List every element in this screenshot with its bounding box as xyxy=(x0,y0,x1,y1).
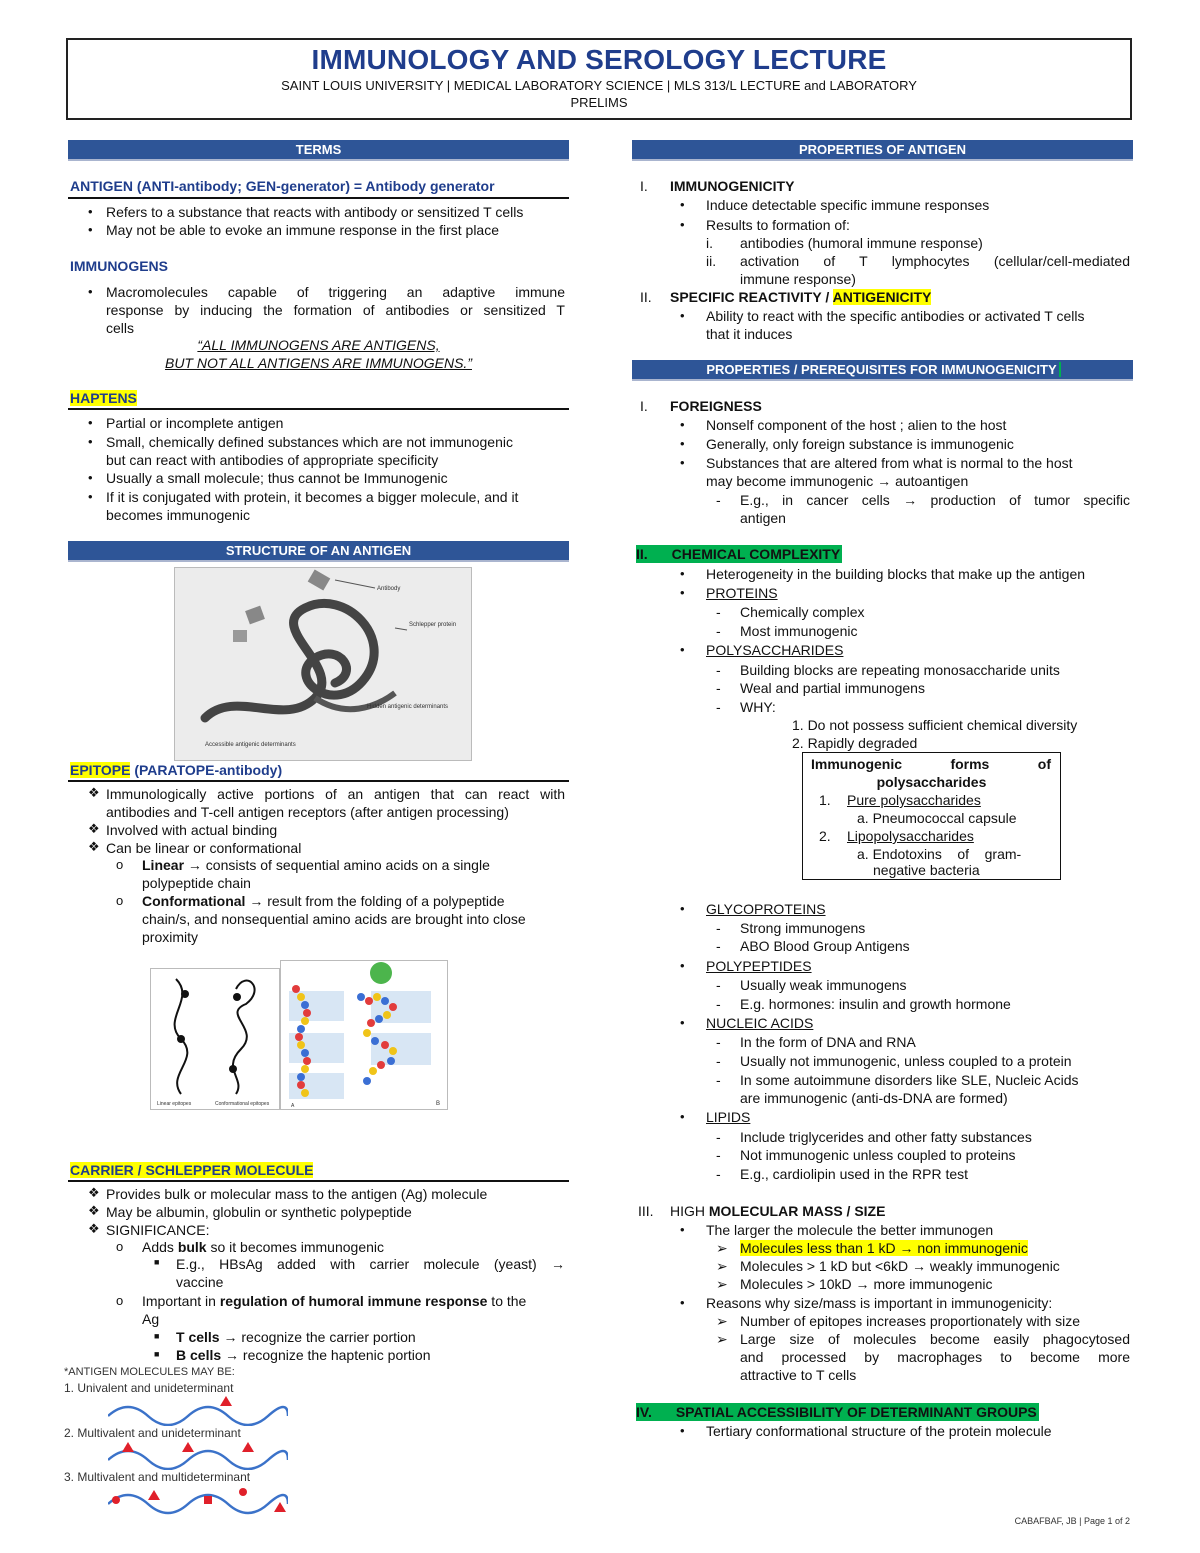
arrow-icon: ➢ xyxy=(716,1258,728,1274)
roman-num: IV. xyxy=(636,1404,652,1420)
box-item: a. Pneumococcal capsule xyxy=(857,810,1017,826)
conformational-text: → result from the folding of a polypeptide xyxy=(245,893,505,909)
document-title: IMMUNOLOGY AND SEROLOGY LECTURE xyxy=(311,44,887,75)
roman-num: II. xyxy=(640,289,652,305)
dash-icon: - xyxy=(716,977,721,993)
bullet-icon: • xyxy=(88,434,93,449)
diamond-icon: ❖ xyxy=(88,1185,100,1200)
conformational-text: chain/s, and nonsequential amino acids are brought into close xyxy=(142,911,526,927)
box-item: a. Endotoxins of gram- xyxy=(857,846,1022,862)
bullet-icon: • xyxy=(88,489,93,504)
why-item: 1. Do not possess sufficient chemical diversity xyxy=(792,717,1078,733)
fig1-label: Hidden antigenic determinants xyxy=(367,704,449,710)
diamond-icon: ❖ xyxy=(88,839,100,854)
square-bullet-icon: ■ xyxy=(154,1257,160,1267)
hapten-item: Usually a small molecule; thus cannot be Immunogenic xyxy=(106,470,448,486)
quote-line: BUT NOT ALL ANTIGENS ARE IMMUNOGENS.” xyxy=(164,355,472,371)
left-column xyxy=(64,140,569,1500)
dash-icon: - xyxy=(716,1034,721,1050)
bullet-icon: • xyxy=(680,1222,685,1237)
polysaccharides-heading: POLYSACCHARIDES xyxy=(706,642,844,658)
carrier-item: May be albumin, globulin or synthetic polypeptide xyxy=(106,1204,412,1220)
bullet-icon: • xyxy=(680,217,685,232)
nucleic-item: In the form of DNA and RNA xyxy=(740,1034,916,1050)
dash-icon: - xyxy=(716,996,721,1012)
linear-label: Linear xyxy=(142,857,185,873)
foreigness-example: antigen xyxy=(740,510,786,526)
bullet-icon: • xyxy=(680,455,685,470)
right-column xyxy=(632,140,1133,1500)
fig2-label: Conformational epitopes xyxy=(215,1101,270,1107)
adds-text: so it becomes immunogenic xyxy=(206,1239,385,1255)
immunogenicity-sub: activation of T lymphocytes (cellular/cell-mediated xyxy=(740,253,1130,269)
sub-num: i. xyxy=(706,235,713,251)
fig2-label: A xyxy=(291,1103,295,1109)
epitope-figure-left xyxy=(150,968,280,1110)
epitope-heading-rest: (PARATOPE-antibody) xyxy=(130,762,283,778)
glycoproteins-heading: GLYCOPROTEINS xyxy=(706,901,826,917)
bullet-icon: • xyxy=(680,585,685,600)
bullet-icon: • xyxy=(88,204,93,219)
foreigness-item: Nonself component of the host ; alien to the host xyxy=(706,417,1007,433)
page-footer: CABAFBAF, JB | Page 1 of 2 xyxy=(1014,1516,1130,1526)
immunogens-item: cells xyxy=(106,320,135,336)
nucleic-item: In some autoimmune disorders like SLE, Nucleic Acids xyxy=(740,1072,1079,1088)
dash-icon: - xyxy=(716,699,721,715)
bullet-icon: • xyxy=(88,284,93,299)
dash-icon: - xyxy=(716,1166,721,1182)
carrier-item: SIGNIFICANCE: xyxy=(106,1222,210,1238)
chemical-complexity-heading: CHEMICAL COMPLEXITY xyxy=(671,546,841,562)
proteins-item: Chemically complex xyxy=(740,604,865,620)
square-bullet-icon: ■ xyxy=(154,1331,160,1341)
quote-line: “ALL IMMUNOGENS ARE ANTIGENS, xyxy=(197,337,440,353)
conformational-text: proximity xyxy=(142,929,199,945)
fig2-label: Linear epitopes xyxy=(157,1101,192,1107)
hapten-item: but can react with antibodies of appropriate specificity xyxy=(106,452,439,468)
poly-item: Building blocks are repeating monosaccharide units xyxy=(740,662,1060,678)
bullet-icon: • xyxy=(680,197,685,212)
haptens-heading: HAPTENS xyxy=(70,390,137,406)
mass-reason: attractive to T cells xyxy=(740,1367,857,1383)
molecules-heading: *ANTIGEN MOLECULES MAY BE: xyxy=(64,1366,235,1378)
polypep-item: E.g. hormones: insulin and growth hormone xyxy=(740,996,1011,1012)
mass-arrow-item: Molecules > 10kD → more immunogenic xyxy=(740,1276,993,1292)
circle-bullet-icon: o xyxy=(116,1293,124,1308)
mass-item: The larger the molecule the better immunogen xyxy=(706,1222,994,1238)
hapten-item: If it is conjugated with protein, it becomes a bigger molecule, and it xyxy=(106,489,519,505)
conformational-label: Conformational xyxy=(142,893,246,909)
linear-text: → consists of sequential amino acids on a single xyxy=(184,857,490,873)
foreigness-item: may become immunogenic → autoantigen xyxy=(706,473,969,489)
epitope-figure-right xyxy=(280,960,448,1110)
bcells-label: B cells xyxy=(176,1347,222,1363)
hapten-item: becomes immunogenic xyxy=(106,507,250,523)
nucleic-acids-heading: NUCLEIC ACIDS xyxy=(706,1015,814,1031)
mass-reason: Number of epitopes increases proportionately with size xyxy=(740,1313,1081,1329)
diamond-icon: ❖ xyxy=(88,821,100,836)
diamond-icon: ❖ xyxy=(88,1221,100,1236)
divider xyxy=(68,408,569,410)
hapten-item: Partial or incomplete antigen xyxy=(106,415,284,431)
dash-icon: - xyxy=(716,680,721,696)
fig1-label: Schlepper protein xyxy=(409,622,457,628)
sub-num: ii. xyxy=(706,253,717,269)
fig2-label: B xyxy=(436,1101,441,1107)
diamond-icon: ❖ xyxy=(88,1203,100,1218)
lipids-heading: LIPIDS xyxy=(706,1109,751,1125)
diamond-icon: ❖ xyxy=(88,785,100,800)
lipids-item: Include triglycerides and other fatty substances xyxy=(740,1129,1032,1145)
dash-icon: - xyxy=(716,623,721,639)
foreigness-item: Generally, only foreign substance is immunogenic xyxy=(706,436,1014,452)
lipids-item: Not immunogenic unless coupled to proteins xyxy=(740,1147,1016,1163)
poly-item: WHY: xyxy=(740,699,776,715)
eg-text: E.g., HBsAg added with carrier molecule (yeast) → xyxy=(176,1256,565,1272)
multivalent-wave xyxy=(108,1440,288,1470)
polypeptides-heading: POLYPEPTIDES xyxy=(706,958,812,974)
nucleic-item: are immunogenic (anti-ds-DNA are formed) xyxy=(740,1090,1008,1106)
antigen-structure-figure xyxy=(174,567,472,761)
dash-icon: - xyxy=(716,1072,721,1088)
specific-item: Ability to react with the specific antibodies or activated T cells xyxy=(706,308,1085,324)
terms-bar: TERMS xyxy=(68,140,569,161)
bullet-icon: • xyxy=(680,436,685,451)
bullet-icon: • xyxy=(88,222,93,237)
box-num: 1. xyxy=(819,792,831,808)
molecule-type: 1. Univalent and unideterminant xyxy=(64,1381,234,1395)
molecule-type: 3. Multivalent and multideterminant xyxy=(64,1470,251,1484)
antigen-item: Refers to a substance that reacts with antibody or sensitized T cells xyxy=(106,204,524,220)
mass-heading: HIGH xyxy=(670,1203,709,1219)
immunogenicity-sub: antibodies (humoral immune response) xyxy=(740,235,983,251)
bullet-icon: • xyxy=(680,1423,685,1438)
poly-item: Weal and partial immunogens xyxy=(740,680,925,696)
divider xyxy=(68,197,569,199)
adds-bold: bulk xyxy=(177,1239,207,1255)
circle-bullet-icon: o xyxy=(116,1239,124,1254)
box-item: Lipopolysaccharides xyxy=(847,828,974,844)
epitope-heading: EPITOPE xyxy=(70,762,131,778)
bullet-icon: • xyxy=(680,901,685,916)
linear-text: polypeptide chain xyxy=(142,875,251,891)
dash-icon: - xyxy=(716,662,721,678)
epitope-item: Involved with actual binding xyxy=(106,822,278,838)
mass-reason: and processed by macrophages to become more xyxy=(740,1349,1130,1365)
structure-bar: STRUCTURE OF AN ANTIGEN xyxy=(68,541,569,562)
arrow-icon: ➢ xyxy=(716,1276,728,1292)
bullet-icon: • xyxy=(680,417,685,432)
box-item: negative bacteria xyxy=(873,862,980,878)
foreigness-item: Substances that are altered from what is normal to the host xyxy=(706,455,1073,471)
roman-num: III. xyxy=(638,1203,654,1219)
foreigness-example: E.g., in cancer cells → production of tumor specific xyxy=(740,492,1130,508)
bullet-icon: • xyxy=(680,642,685,657)
arrow-icon: ➢ xyxy=(716,1240,728,1256)
polysaccharide-forms-box xyxy=(802,752,1061,880)
arrow-icon: ➢ xyxy=(716,1331,728,1347)
lipids-item: E.g., cardiolipin used in the RPR test xyxy=(740,1166,969,1182)
fig1-label: Antibody xyxy=(377,586,401,592)
spatial-heading: SPATIAL ACCESSIBILITY OF DETERMINANT GROUPS xyxy=(675,1404,1037,1420)
epitope-item: Can be linear or conformational xyxy=(106,840,302,856)
square-bullet-icon: ■ xyxy=(154,1349,160,1359)
bullet-icon: • xyxy=(680,1109,685,1124)
why-item: 2. Rapidly degraded xyxy=(792,735,918,751)
arrow-icon: ➢ xyxy=(716,1313,728,1329)
glyco-item: Strong immunogens xyxy=(740,920,866,936)
bcells-text: → recognize the haptenic portion xyxy=(221,1347,431,1363)
spatial-item: Tertiary conformational structure of the protein molecule xyxy=(706,1423,1052,1439)
epitope-item: antibodies and T-cell antigen receptors (after antigen processing) xyxy=(106,804,509,820)
fig1-label: Accessible antigenic determinants xyxy=(205,742,296,748)
immunogenicity-item: Results to formation of: xyxy=(706,217,850,233)
bullet-icon: • xyxy=(88,415,93,430)
bullet-icon: • xyxy=(88,470,93,485)
dash-icon: - xyxy=(716,492,721,508)
nucleic-item: Usually not immunogenic, unless coupled to a protein xyxy=(740,1053,1072,1069)
roman-num: II. xyxy=(636,546,648,562)
bullet-icon: • xyxy=(680,958,685,973)
multi-multi-wave xyxy=(108,1482,288,1516)
antigen-structure-svg xyxy=(175,568,471,760)
document-header xyxy=(66,38,1132,120)
specific-item: that it induces xyxy=(706,326,793,342)
glyco-item: ABO Blood Group Antigens xyxy=(740,938,910,954)
hapten-item: Small, chemically defined substances which are not immunogenic xyxy=(106,434,513,450)
epitope-item: Immunologically active portions of an antigen that can react with xyxy=(106,786,565,802)
carrier-heading: CARRIER / SCHLEPPER MOLECULE xyxy=(70,1162,314,1178)
roman-num: I. xyxy=(640,398,648,414)
roman-num: I. xyxy=(640,178,648,194)
divider xyxy=(68,780,569,782)
adds-text: Adds xyxy=(142,1239,178,1255)
epitope-figure-right-svg xyxy=(281,961,447,1109)
molecule-type: 2. Multivalent and unideterminant xyxy=(64,1426,241,1440)
circle-bullet-icon: o xyxy=(116,857,124,872)
mass-arrow-item: Molecules less than 1 kD → non immunogenic xyxy=(740,1240,1028,1256)
prerequisites-bar xyxy=(632,360,1133,381)
immunogenicity-item: Induce detectable specific immune responses xyxy=(706,197,990,213)
carrier-item: Provides bulk or molecular mass to the antigen (Ag) molecule xyxy=(106,1186,488,1202)
bullet-icon: • xyxy=(680,1015,685,1030)
antigen-item: May not be able to evoke an immune response in the first place xyxy=(106,222,499,238)
tcells-label: T cells xyxy=(176,1329,220,1345)
important-text: Ag xyxy=(142,1311,160,1327)
specific-reactivity-heading: SPECIFIC REACTIVITY / xyxy=(670,289,833,305)
mass-item: Reasons why size/mass is important in immunogenicity: xyxy=(706,1295,1053,1311)
circle-bullet-icon: o xyxy=(116,893,124,908)
tcells-text: → recognize the carrier portion xyxy=(219,1329,416,1345)
immunogens-item: Macromolecules capable of triggering an adaptive immune xyxy=(106,284,565,300)
divider xyxy=(68,1180,569,1182)
univalent-wave xyxy=(108,1396,288,1426)
mass-heading-bold: MOLECULAR MASS / SIZE xyxy=(708,1203,886,1219)
document-term: PRELIMS xyxy=(570,95,628,110)
epitope-figure-left-svg xyxy=(151,969,279,1109)
immunogenicity-heading: IMMUNOGENICITY xyxy=(670,178,795,194)
important-bold: regulation of humoral immune response xyxy=(219,1293,488,1309)
eg-text: vaccine xyxy=(176,1274,224,1290)
dash-icon: - xyxy=(716,920,721,936)
chemical-item: Heterogeneity in the building blocks that make up the antigen xyxy=(706,566,1086,582)
document-subtitle: SAINT LOUIS UNIVERSITY | MEDICAL LABORATORY SCIENCE | MLS 313/L LECTURE and LABORATORY xyxy=(281,78,917,93)
immunogenicity-sub: immune response) xyxy=(740,271,856,287)
dash-icon: - xyxy=(716,604,721,620)
important-text: Important in xyxy=(142,1293,220,1309)
mass-reason: Large size of molecules become easily phagocytosed xyxy=(740,1331,1130,1347)
box-item: Pure polysaccharides xyxy=(847,792,981,808)
antigen-heading: ANTIGEN (ANTI-antibody; GEN-generator) = Antibody generator xyxy=(70,178,495,194)
proteins-item: Most immunogenic xyxy=(740,623,858,639)
dash-icon: - xyxy=(716,1129,721,1145)
polypep-item: Usually weak immunogens xyxy=(740,977,907,993)
important-text: to the xyxy=(487,1293,527,1309)
box-heading: polysaccharides xyxy=(876,774,987,790)
immunogens-heading: IMMUNOGENS xyxy=(70,258,168,274)
dash-icon: - xyxy=(716,1053,721,1069)
box-num: 2. xyxy=(819,828,831,844)
dash-icon: - xyxy=(716,1147,721,1163)
proteins-heading: PROTEINS xyxy=(706,585,778,601)
dash-icon: - xyxy=(716,938,721,954)
box-heading: Immunogenic forms of xyxy=(811,756,1051,772)
bullet-icon: • xyxy=(680,1295,685,1310)
immunogens-item: response by inducing the formation of antibodies or sensitized T xyxy=(106,302,565,318)
prerequisites-bar-text: PROPERTIES / PREREQUISITES FOR IMMUNOGENICITY xyxy=(704,362,1060,377)
bullet-icon: • xyxy=(680,566,685,581)
properties-bar: PROPERTIES OF ANTIGEN xyxy=(632,140,1133,161)
antigenicity-heading: ANTIGENICITY xyxy=(832,289,932,305)
foreigness-heading: FOREIGNESS xyxy=(670,398,762,414)
bullet-icon: • xyxy=(680,308,685,323)
mass-arrow-item: Molecules > 1 kD but <6kD → weakly immunogenic xyxy=(740,1258,1060,1274)
